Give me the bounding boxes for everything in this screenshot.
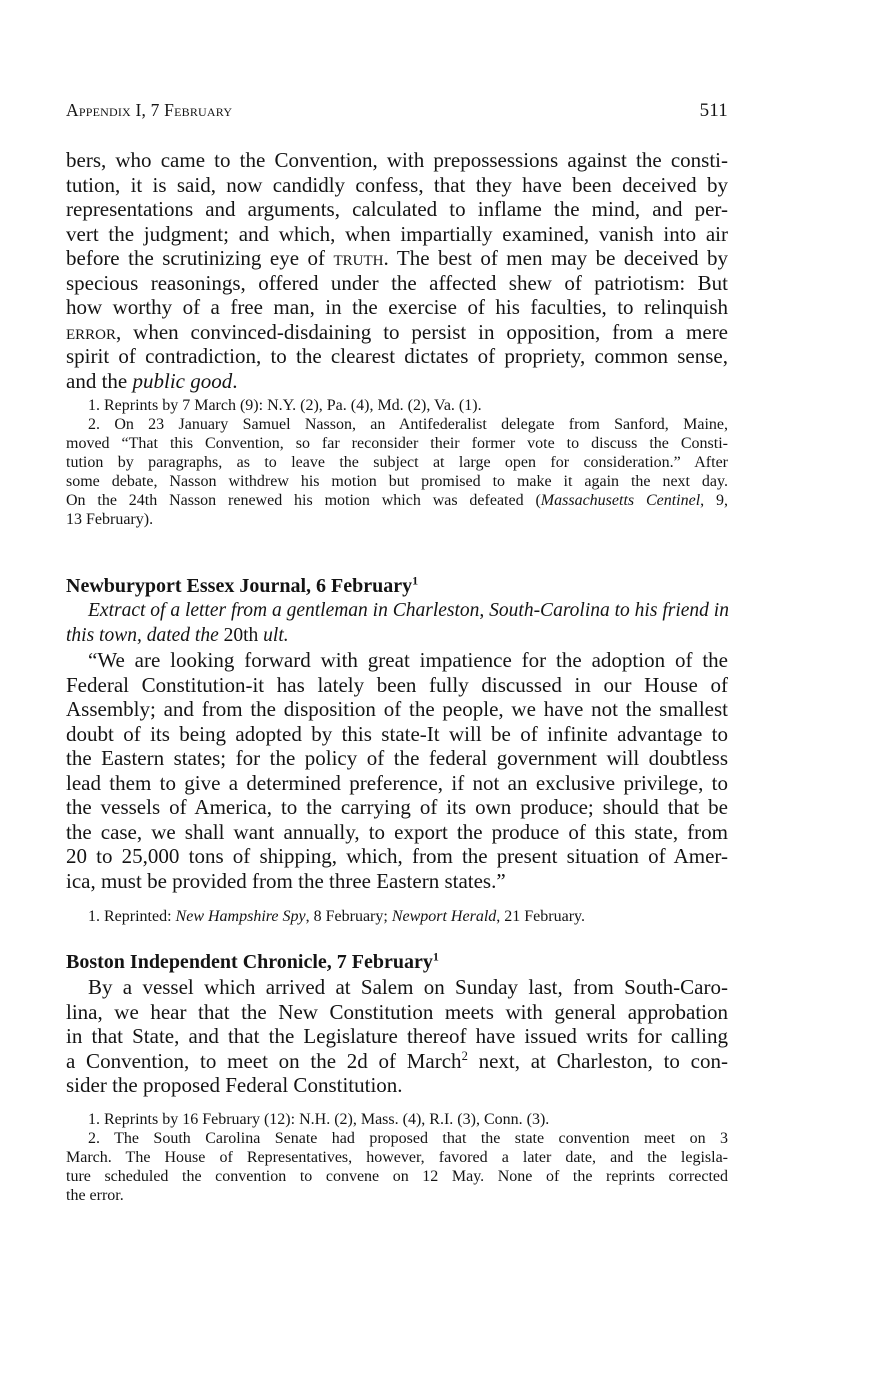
footnotes-section1 — [66, 396, 728, 529]
error-word: error — [66, 319, 117, 344]
text-line: sider the proposed Federal Constitution. — [66, 1073, 403, 1097]
running-head — [66, 100, 728, 121]
public-good-phrase: public good — [132, 368, 233, 393]
footnote-line: the error. — [66, 1186, 124, 1204]
extract-line: Extract of a letter from a gentleman in Charleston, South-Carolina to his friend in — [88, 600, 729, 621]
text-line: lead them to give a determined preference, if not an exclusive privilege, to — [66, 770, 728, 795]
text-line: the Eastern states; for the policy of the federal government will doubtless — [66, 746, 728, 770]
footnote-line: tution by paragraphs, as to leave the subject at large open for consideration.” After — [66, 454, 728, 471]
text-line: spirit of contradiction, to the clearest dictates of propriety, common sense, — [66, 344, 728, 368]
extract-line: this town, dated the 20th ult. — [66, 624, 289, 646]
text-line: a Convention, to meet on the 2d of March$^2$ next, at Charleston, to con- — [66, 1048, 728, 1073]
footnote-line: moved “That this Convention, so far reconsider their former vote to discuss the Consti- — [66, 435, 728, 452]
text-line: representations and arguments, calculated to inflame the mind, and per- — [66, 197, 728, 221]
text-line: lina, we hear that the New Constitution meets with general approbation — [66, 999, 728, 1024]
footnote-1: 1. Reprints by 16 February (12): N.H. (2), Mass. (4), R.I. (3), Conn. (3). — [88, 1110, 550, 1128]
text-line: specious reasonings, offered under the affected shew of patriotism: But — [66, 270, 728, 295]
text-line: before the scrutinizing eye of truth. The best of men may be deceived by — [66, 246, 728, 270]
text-line: 20 to 25,000 tons of shipping, which, from the present situation of Amer- — [66, 844, 728, 868]
page-number: 511 — [699, 100, 728, 121]
text-line: bers, who came to the Convention, with prepossessions against the consti- — [66, 148, 728, 172]
text-line: By a vessel which arrived at Salem on Sunday last, from South-Caro- — [88, 975, 728, 999]
footnote-line: On the 24th Nasson renewed his motion which was defeated (Massachusetts Centinel, 9, — [66, 492, 729, 509]
text-line: error, when convinced-disdaining to persist in opposition, from a mere — [66, 319, 729, 344]
text-line: the case, we shall want annually, to export the produce of this state, from — [66, 819, 728, 844]
essex-journal-article — [66, 573, 728, 926]
text-line: tution, it is said, now candidly confess, that they have been deceived by — [66, 172, 728, 197]
text-line: “We are looking forward with great impatience for the adoption of the — [88, 648, 728, 672]
article-heading: Boston Independent Chronicle, 7 February$^1$ — [66, 949, 439, 973]
article-body — [66, 975, 728, 1098]
footnote-line: some debate, Nasson withdrew his motion but promised to make it again the next day. — [66, 473, 728, 490]
footnote-2: 2. The South Carolina Senate had proposed that the state convention meet on 3 — [88, 1129, 728, 1147]
truth-word: truth — [333, 246, 384, 270]
text-line: Assembly; and from the disposition of the people, we have not the smallest — [66, 697, 728, 721]
footnote-line: 13 February). — [66, 511, 154, 528]
footnote-1: 1. Reprints by 7 March (9): N.Y. (2), Pa. (4), Md. (2), Va. (1). — [88, 397, 482, 414]
journal-title: Massachusetts Centinel — [540, 492, 701, 509]
footnotes-section3 — [66, 1110, 728, 1205]
footnote-line: ture scheduled the convention to convene on 12 May. None of the reprints corrected — [66, 1167, 728, 1185]
article-heading: Newburyport Essex Journal, 6 February$^1$ — [66, 573, 419, 597]
footnotes-section2 — [66, 907, 728, 926]
text-line: Federal Constitution-it has lately been fully discussed in our House of — [66, 672, 728, 697]
continuation-paragraph — [66, 148, 728, 393]
text-line: vert the judgment; and which, when impartially examined, vanish into air — [66, 221, 728, 246]
footnote-line: March. The House of Representatives, however, favored a later date, and the legisla- — [66, 1148, 728, 1166]
independent-chronicle-article — [66, 949, 728, 1205]
footnote-2: 2. On 23 January Samuel Nasson, an Antifederalist delegate from Sanford, Maine, — [88, 416, 728, 433]
text-line: doubt of its being adopted by this state-It will be of infinite advantage to — [66, 721, 728, 746]
text-line: in that State, and that the Legislature thereof have issued writs for calling — [66, 1024, 728, 1048]
article-body — [66, 599, 728, 893]
text-line: the vessels of America, to the carrying of its own produce; should that be — [66, 795, 728, 819]
text-line: how worthy of a free man, in the exercise of his faculties, to relinquish — [66, 295, 728, 319]
footnote-1: 1. Reprinted: New Hampshire Spy, 8 February; Newport Herald, 21 February. — [88, 908, 585, 925]
text-line: ica, must be provided from the three Eastern states.” — [66, 868, 506, 893]
text-line: and the public good. — [66, 368, 238, 393]
running-head-title: Appendix I, 7 February — [66, 100, 233, 120]
